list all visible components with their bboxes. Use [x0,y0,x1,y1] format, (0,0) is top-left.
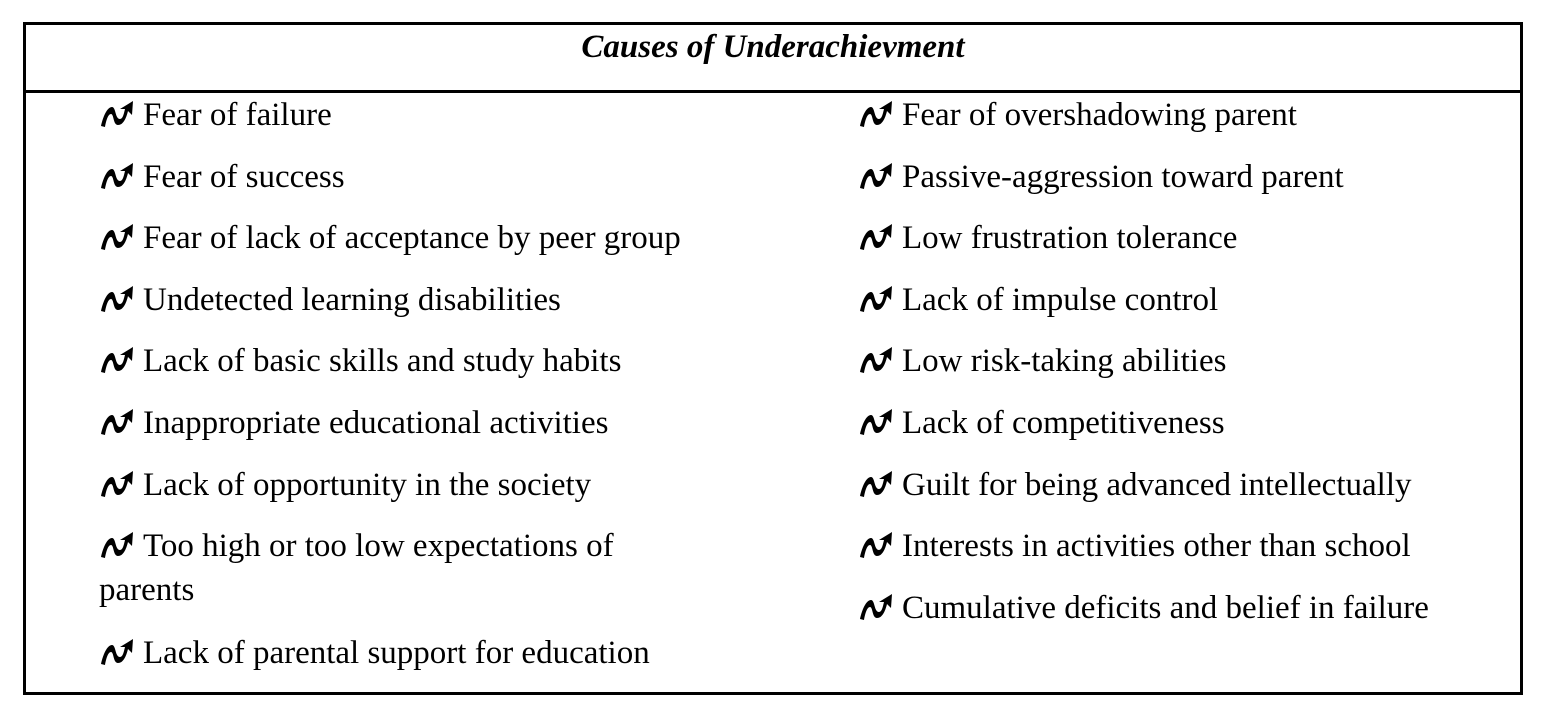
list-item-text: Lack of opportunity in the society [143,467,592,503]
right-list-item [858,401,1225,445]
list-item-text: Guilt for being advanced intellectually [902,467,1412,503]
curved-arrow-icon [858,284,894,314]
right-list-item [858,586,1429,630]
list-item-text: Cumulative deficits and belief in failure [902,590,1429,626]
left-list-item [99,401,608,445]
left-list-item [99,216,681,260]
left-list-item [99,463,591,507]
list-item-text: Lack of impulse control [902,282,1219,318]
right-list-item [858,524,1411,568]
right-list-item [858,155,1344,199]
list-item-text: Lack of basic skills and study habits [143,343,622,379]
right-list-item [858,278,1218,322]
list-item-text: Fear of overshadowing parent [902,97,1297,133]
list-item-text: Lack of competitiveness [902,405,1225,441]
curved-arrow-icon [858,530,894,560]
curved-arrow-icon [99,99,135,129]
list-item-text: Lack of parental support for education [143,635,650,671]
list-item-text: Inappropriate educational activities [143,405,609,441]
curved-arrow-icon [858,592,894,622]
curved-arrow-icon [99,637,135,667]
left-list-item [99,524,699,612]
table-header [26,25,1520,93]
right-list-item [858,93,1297,137]
list-item-text: Fear of failure [143,97,332,133]
left-list-item [99,631,650,675]
curved-arrow-icon [858,469,894,499]
curved-arrow-icon [99,469,135,499]
right-list-item [858,463,1412,507]
curved-arrow-icon [858,407,894,437]
list-item-text: Fear of success [143,159,345,195]
list-item-text: Too high or too low expectations of parents [99,528,614,608]
left-list-item [99,278,561,322]
table-title: Causes of Underachievment [581,29,965,65]
right-list-item [858,339,1226,383]
list-item-text: Undetected learning disabilities [143,282,561,318]
curved-arrow-icon [858,161,894,191]
curved-arrow-icon [858,99,894,129]
curved-arrow-icon [99,407,135,437]
curved-arrow-icon [99,222,135,252]
list-item-text: Fear of lack of acceptance by peer group [143,220,681,256]
list-item-text: Low frustration tolerance [902,220,1238,256]
curved-arrow-icon [99,161,135,191]
right-list-item [858,216,1237,260]
left-list-item [99,339,621,383]
list-item-text: Low risk-taking abilities [902,343,1227,379]
list-item-text: Passive-aggression toward parent [902,159,1344,195]
curved-arrow-icon [858,345,894,375]
list-item-text: Interests in activities other than school [902,528,1411,564]
curved-arrow-icon [858,222,894,252]
curved-arrow-icon [99,284,135,314]
curved-arrow-icon [99,530,135,560]
underachievement-table [23,22,1523,695]
left-list-item [99,93,332,137]
left-list-item [99,155,345,199]
curved-arrow-icon [99,345,135,375]
